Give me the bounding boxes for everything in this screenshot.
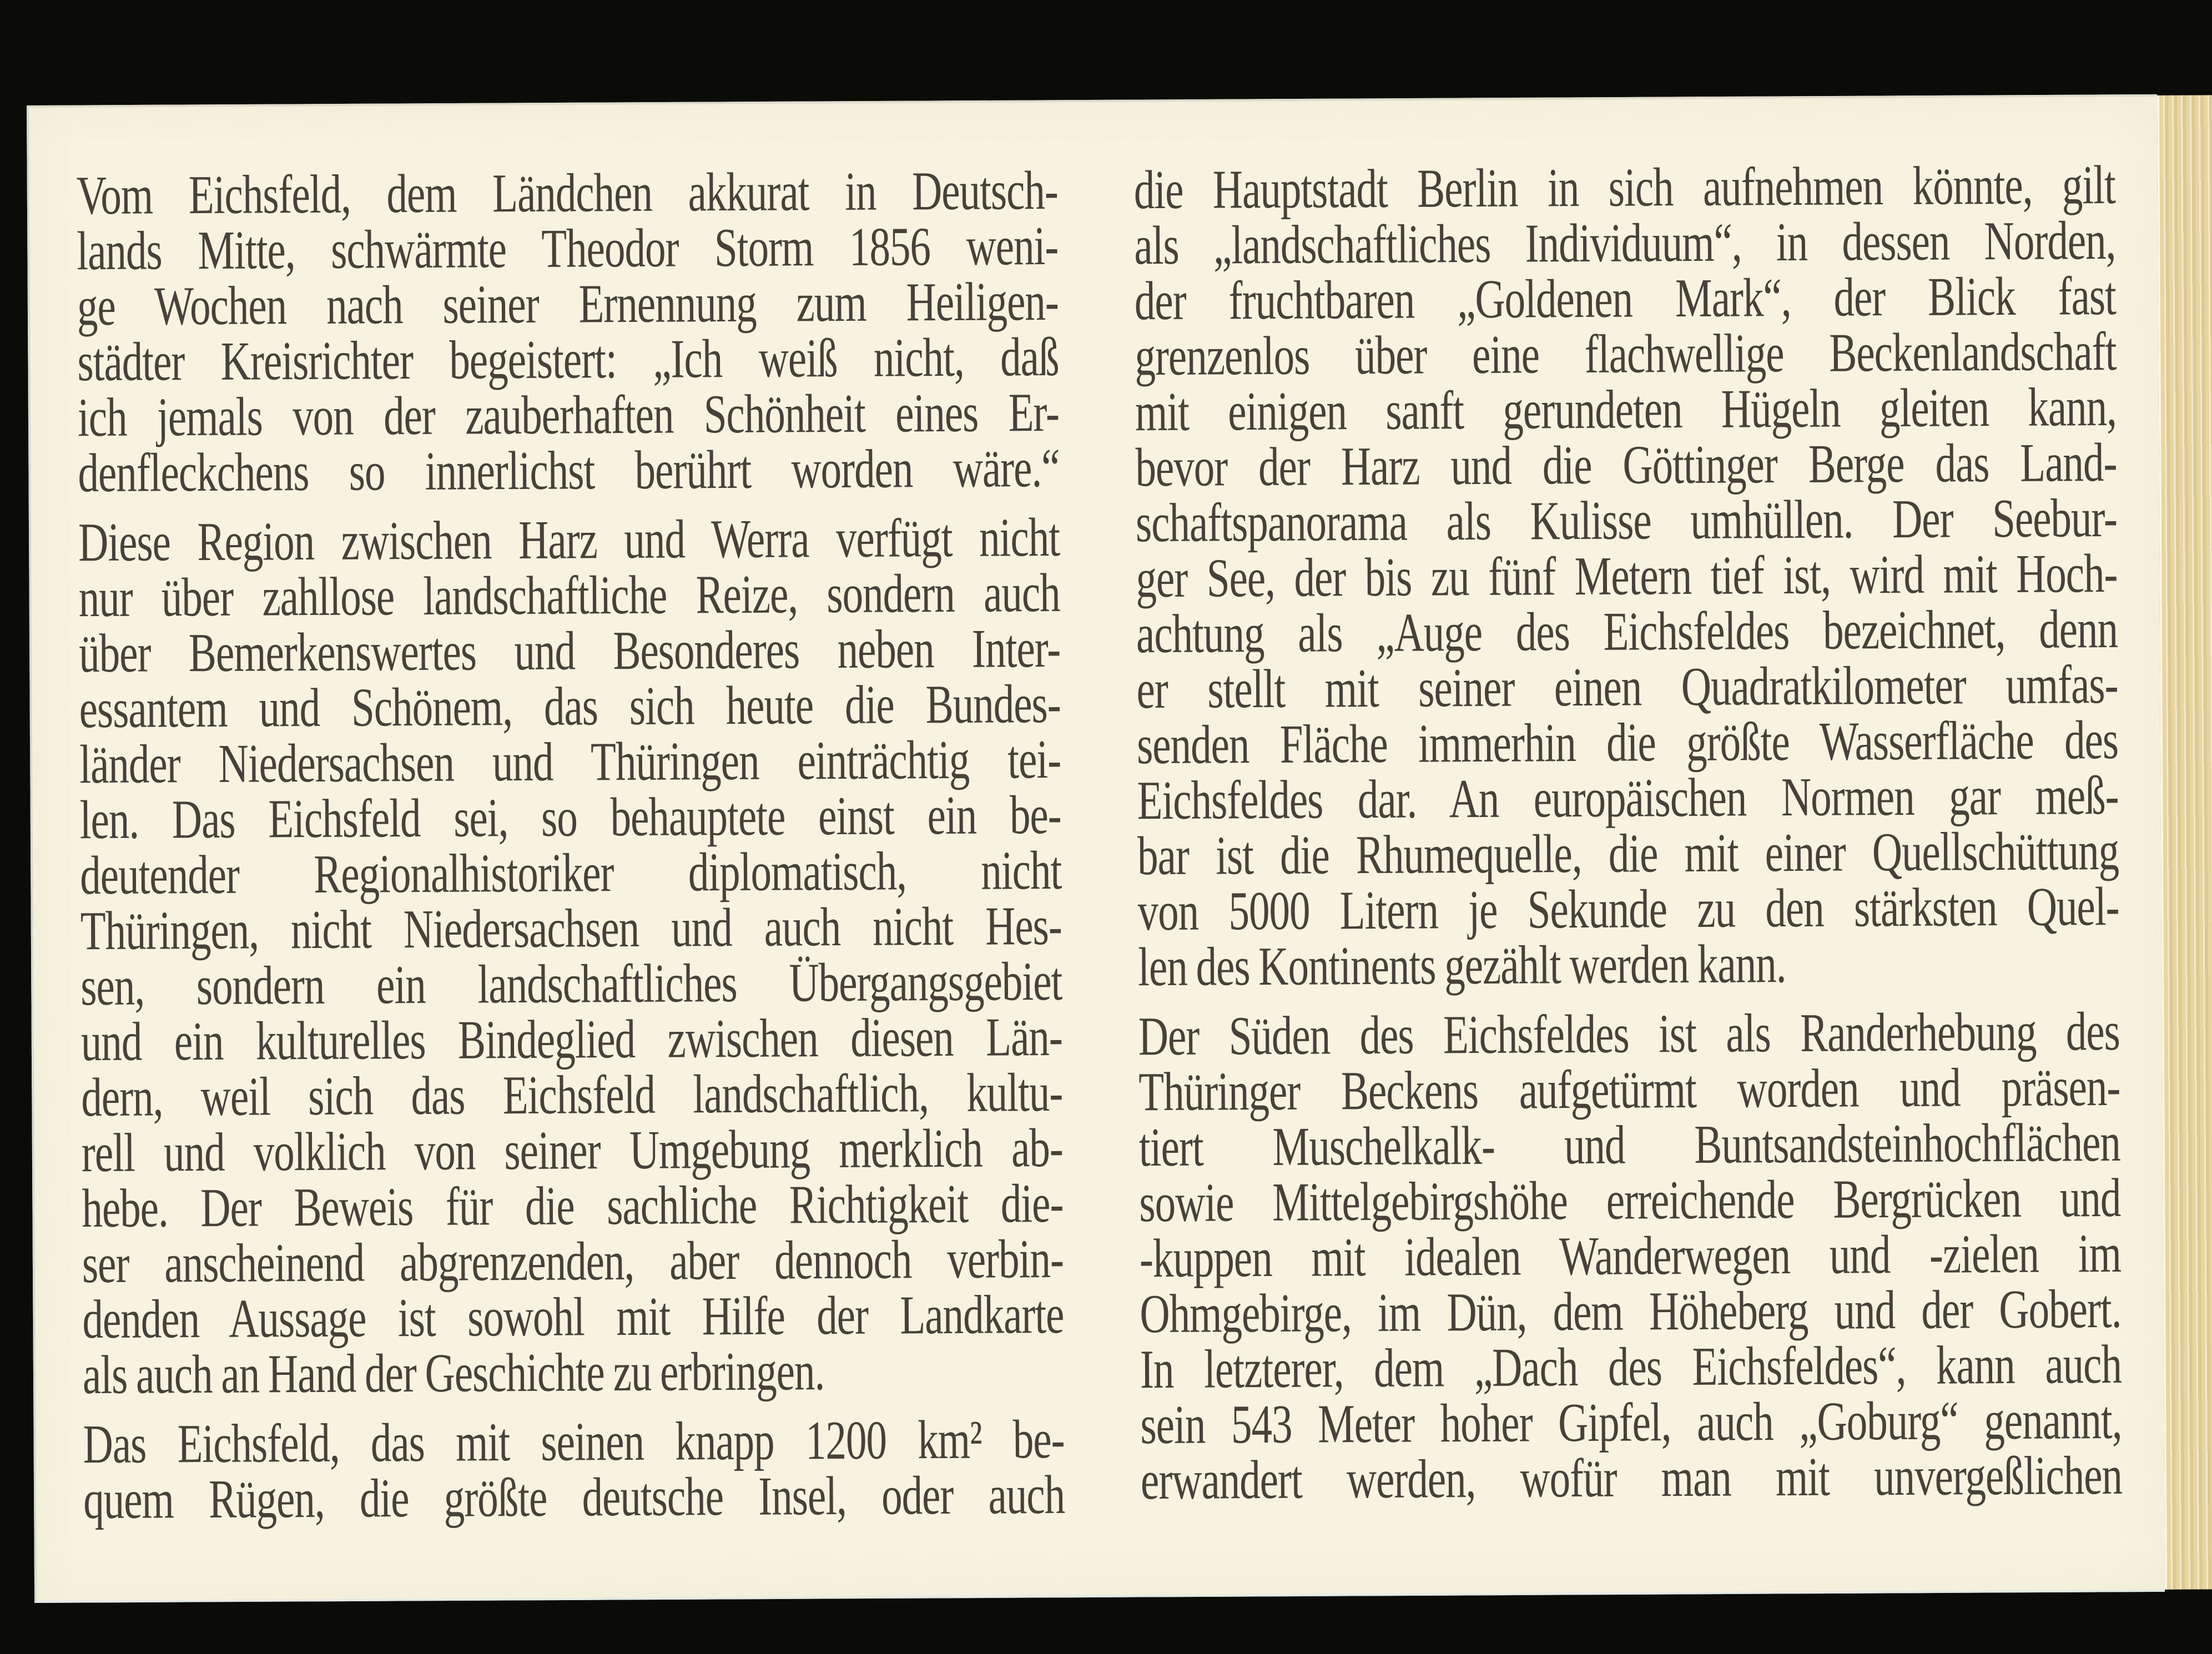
text-line: sowie Mittelgebirgshöhe erreichende Bergrücken und (1139, 1167, 2121, 1234)
text-line: ger See, der bis zu fünf Metern tief ist, wird mit Hoch- (1136, 543, 2118, 609)
text-line: -kuppen mit idealen Wanderwegen und -zielen im (1139, 1223, 2122, 1289)
book-page (27, 94, 2165, 1603)
text-line: schaftspanorama als Kulisse umhüllen. Der Seebur- (1135, 487, 2118, 554)
text-line: Das Eichsfeld, das mit seinen knapp 1200 km² be- (83, 1409, 1065, 1475)
text-line: denden Aussage ist sowohl mit Hilfe der Landkarte (82, 1284, 1064, 1350)
text-line: mit einigen sanft gerundeten Hügeln gleiten kann, (1135, 376, 2117, 443)
text-line: und ein kulturelles Bindeglied zwischen diesen Län- (80, 1006, 1063, 1073)
text-line: sein 543 Meter hoher Gipfel, auch „Goburg“ genannt, (1140, 1389, 2122, 1456)
text-line: städter Kreisrichter begeistert: „Ich weiß nicht, daß (77, 326, 1059, 393)
text-line: sen, sondern ein landschaftliches Übergangsgebiet (80, 951, 1062, 1017)
text-line: deutender Regionalhistoriker diplomatisch, nicht (79, 840, 1062, 906)
text-line: ser anscheinend abgrenzenden, aber dennoch verbin- (82, 1228, 1064, 1295)
book-page-photo (27, 94, 2212, 1603)
text-line: dern, weil sich das Eichsfeld landschaftlich, kultu- (81, 1062, 1063, 1128)
text-line: Eichsfeldes dar. An europäischen Normen gar meß- (1137, 765, 2119, 831)
text-column-right (1133, 154, 2123, 1511)
paragraph (1133, 154, 2120, 998)
text-line: bar ist die Rhumequelle, die mit einer Quellschüttung (1137, 820, 2119, 887)
text-line: Thüringer Beckens aufgetürmt worden und präsen- (1138, 1056, 2120, 1123)
text-line: über Bemerkenswertes und Besonderes neben Inter- (78, 618, 1061, 684)
text-line: Diese Region zwischen Harz und Werra verfügt nicht (78, 507, 1060, 573)
text-line: er stellt mit seiner einen Quadratkilometer umfas- (1136, 654, 2118, 720)
book-fore-edge (2157, 95, 2212, 1589)
text-line: rell und volklich von seiner Umgebung merklich ab- (81, 1117, 1064, 1184)
text-line: len. Das Eichsfeld sei, so behauptete einst ein be- (79, 784, 1062, 851)
text-line: ge Wochen nach seiner Ernennung zum Heiligen- (77, 271, 1059, 337)
text-line: von 5000 Litern je Sekunde zu den stärksten Quel- (1137, 876, 2119, 942)
text-line: In letzterer, dem „Dach des Eichsfeldes“, kann auch (1140, 1334, 2122, 1400)
text-line: bevor der Harz und die Göttinger Berge das Land- (1135, 432, 2117, 498)
text-line: essantem und Schönem, das sich heute die Bundes- (79, 673, 1061, 740)
text-line: als auch an Hand der Geschichte zu erbringen. (82, 1341, 825, 1406)
text-line: Ohmgebirge, im Dün, dem Höheberg und der Gobert. (1140, 1278, 2122, 1345)
text-line: als „landschaftliches Individuum“, in dessen Norden, (1134, 210, 2116, 276)
text-line: len des Kontinents gezählt werden kann. (1137, 933, 1786, 998)
text-line: der fruchtbaren „Goldenen Mark“, der Blick fast (1134, 265, 2117, 332)
text-line: grenzenlos über eine flachwellige Beckenlandschaft (1135, 321, 2117, 387)
text-line: Vom Eichsfeld, dem Ländchen akkurat in Deutsch- (76, 160, 1059, 226)
paragraph (78, 507, 1064, 1406)
text-line: quem Rügen, die größte deutsche Insel, oder auch (83, 1464, 1065, 1531)
text-line: erwandert werden, wofür man mit unvergeßlichen (1140, 1445, 2123, 1511)
text-line: die Hauptstadt Berlin in sich aufnehmen könnte, gilt (1133, 154, 2116, 221)
text-line: lands Mitte, schwärmte Theodor Storm 1856 weni- (77, 215, 1059, 282)
text-line: hebe. Der Beweis für die sachliche Richtigkeit die- (82, 1173, 1064, 1239)
text-line: länder Niedersachsen und Thüringen einträchtig tei- (79, 729, 1061, 795)
text-column-left (76, 160, 1065, 1531)
paragraph (76, 160, 1060, 504)
text-line: achtung als „Auge des Eichsfeldes bezeichnet, denn (1136, 598, 2118, 665)
text-line: Thüringen, nicht Niedersachsen und auch nicht Hes- (80, 895, 1062, 962)
text-line: Der Süden des Eichsfeldes ist als Randerhebung des (1138, 1001, 2120, 1067)
paragraph (1138, 1001, 2123, 1511)
paragraph (83, 1409, 1065, 1531)
text-line: senden Fläche immerhin die größte Wasserfläche des (1136, 709, 2119, 776)
text-line: denfleckchens so innerlichst berührt worden wäre.“ (78, 437, 1060, 504)
text-line: nur über zahllose landschaftliche Reize, sondern auch (78, 562, 1060, 629)
text-line: tiert Muschelkalk- und Buntsandsteinhochflächen (1138, 1112, 2121, 1178)
text-line: ich jemals von der zauberhaften Schönheit eines Er- (77, 382, 1060, 448)
